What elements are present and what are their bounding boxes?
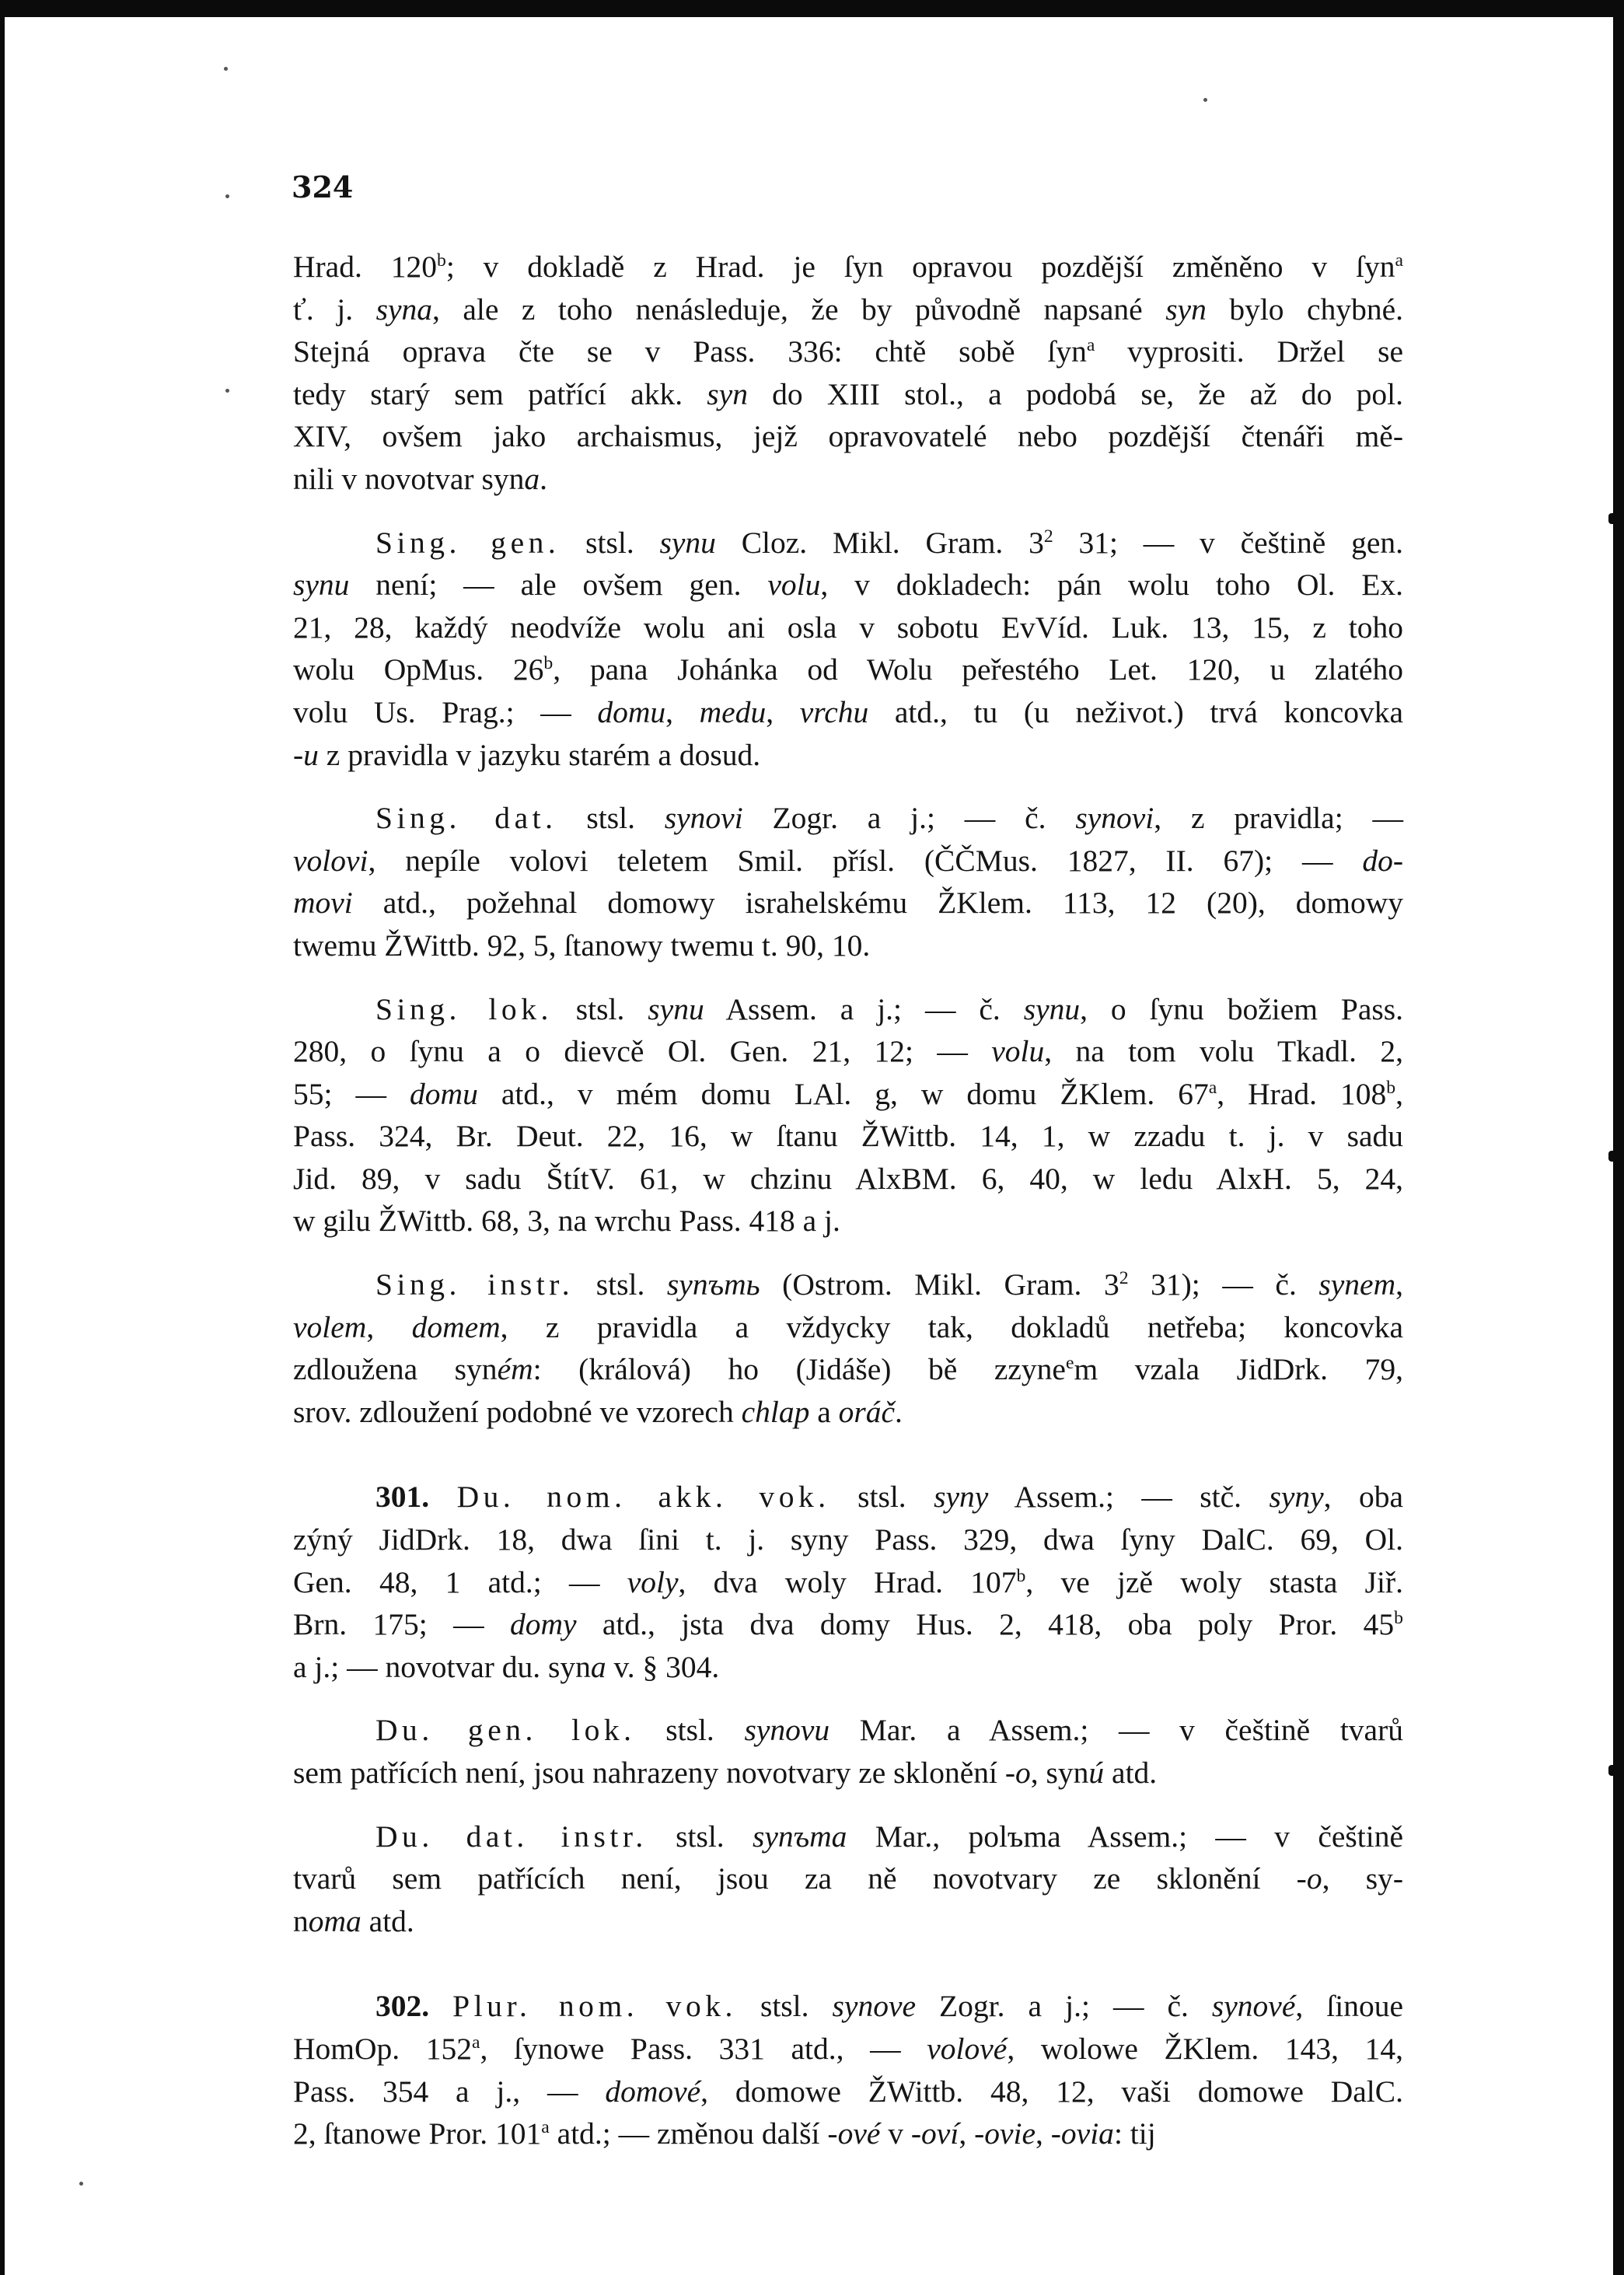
paragraph — [293, 246, 1403, 501]
page-number: 324 — [292, 169, 354, 204]
text-line: Stejná oprava čte se v Pass. 336: chtě sobě ſyn$^a$ vyprositi. Držel se — [293, 334, 1403, 369]
scan-border-right — [1613, 0, 1624, 2275]
text-line: 55; — domu atd., v mém domu LAl. g, w domu ŽKlem. 67$^a$, Hrad. 108$^b$, — [293, 1076, 1403, 1111]
text-line: Sing. gen. stsl. synu Cloz. Mikl. Gram. $3^2$ 31; — v češtině gen. — [375, 525, 1403, 560]
paragraph — [293, 1709, 1403, 1794]
text-line: volovi, nepíle volovi teletem Smil. přísl. (ČČMus. 1827, II. 67); — do- — [293, 843, 1403, 878]
text-line: Pass. 354 a j., — domové, domowe ŽWittb. 48, 12, vaši domowe DalC. — [293, 2074, 1403, 2109]
paragraph — [293, 797, 1403, 966]
text-line: 2, ſtanowe Pror. 101$^a$ atd.; — změnou další -ové v -oví, -ovie, -ovia: tij — [293, 2116, 1156, 2151]
text-line: zýný JidDrk. 18, dwa ſini t. j. syny Pass. 329, dwa ſyny DalC. 69, Ol. — [293, 1522, 1403, 1557]
text-line: twemu ŽWittb. 92, 5, ſtanowy twemu t. 90, 10. — [293, 928, 871, 963]
paragraph — [293, 522, 1403, 777]
paragraph — [293, 1815, 1403, 1943]
text-line: 280, o ſynu a o dievcě Ol. Gen. 21, 12; — volu, na tom volu Tkadl. 2, — [293, 1034, 1403, 1069]
text-line: HomOp. 152$^a$, ſynowe Pass. 331 atd., — volové, wolowe ŽKlem. 143, 14, — [293, 2031, 1403, 2066]
text-line: sem patřících není, jsou nahrazeny novotvary ze sklonění -o, synú atd. — [293, 1756, 1158, 1790]
text-line: 301. Du. nom. akk. vok. stsl. syny Assem.; — stč. syny, oba — [375, 1480, 1403, 1515]
text-line: 302. Plur. nom. vok. stsl. synove Zogr. a j.; — č. synové, ſinoue — [375, 1989, 1404, 2024]
text-line: Hrad. 120$^b$; v dokladě z Hrad. je ſyn opravou pozdější změněno v ſyn$^a$ — [293, 250, 1403, 284]
scan-edge-mark — [1608, 513, 1616, 524]
text-line: synu není; — ale ovšem gen. volu, v dokladech: pán wolu toho Ol. Ex. — [293, 568, 1403, 603]
text-line: nili v novotvar syna. — [293, 461, 547, 496]
text-line: zdloužena syném: (králová) ho (Jidáše) bě zzyne$^e$m vzala JidDrk. 79, — [293, 1352, 1403, 1387]
text-line: noma atd. — [293, 1903, 414, 1938]
scan-speck — [224, 67, 228, 71]
text-line: wolu OpMus. 26$^b$, pana Johánka od Wolu peřestého Let. 120, u zlatého — [293, 652, 1403, 687]
body-text — [293, 246, 1403, 2155]
text-line: XIV, ovšem jako archaismus, jejž opravovatelé nebo pozdější čtenáři mě- — [293, 419, 1403, 454]
text-line: volu Us. Prag.; — domu, medu, vrchu atd., tu (u neživot.) trvá koncovka — [293, 694, 1404, 729]
scan-speck — [225, 389, 229, 393]
scan-speck — [79, 2182, 83, 2186]
text-line: w gilu ŽWittb. 68, 3, na wrchu Pass. 418 a j. — [293, 1204, 840, 1239]
text-line: srov. zdloužení podobné ve vzorech chlap a oráč. — [293, 1394, 903, 1429]
text-line: Pass. 324, Br. Deut. 22, 16, w ſtanu ŽWittb. 14, 1, w zzadu t. j. v sadu — [293, 1119, 1403, 1154]
text-line: Sing. lok. stsl. synu Assem. a j.; — č. synu, o ſynu božiem Pass. — [375, 991, 1404, 1026]
text-line: Brn. 175; — domy atd., jsta dva domy Hus. 2, 418, oba poly Pror. 45$^b$ — [293, 1607, 1403, 1642]
text-line: Sing. instr. stsl. synъmь (Ostrom. Mikl. Gram. $3^2$ 31); — č. synem, — [375, 1267, 1403, 1302]
scan-edge-mark — [1608, 1765, 1616, 1776]
paragraph — [293, 1985, 1403, 2154]
scan-border-top — [0, 0, 1624, 17]
paragraph — [293, 1476, 1403, 1688]
scan-edge-mark — [1608, 1151, 1616, 1162]
text-line: 21, 28, každý neodvíže wolu ani osla v sobotu EvVíd. Luk. 13, 15, z toho — [293, 610, 1403, 645]
paragraph — [293, 1263, 1403, 1433]
text-line: movi atd., požehnal domowy israhelskému ŽKlem. 113, 12 (20), domowy — [293, 886, 1403, 921]
text-line: ť. j. syna, ale z toho nenásleduje, že by původně napsané syn bylo chybné. — [293, 292, 1403, 327]
paragraph — [293, 988, 1403, 1243]
text-line: Gen. 48, 1 atd.; — voly, dva woly Hrad. 107$^b$, ve jzě woly stasta Jiř. — [293, 1564, 1403, 1599]
text-line: tvarů sem patřících není, jsou za ně novotvary ze sklonění -o, sy- — [293, 1861, 1404, 1896]
text-line: Sing. dat. stsl. synovi Zogr. a j.; — č. synovi, z pravidla; — — [375, 801, 1403, 836]
text-line: tedy starý sem patřící akk. syn do XIII stol., a podobá se, že až do pol. — [293, 376, 1403, 411]
scan-speck — [225, 194, 229, 198]
scan-border-left — [0, 0, 5, 2275]
text-line: Du. dat. instr. stsl. synъma Mar., polъma Assem.; — v češtině — [375, 1819, 1403, 1854]
text-line: Du. gen. lok. stsl. synovu Mar. a Assem.; — v češtině tvarů — [375, 1713, 1403, 1748]
text-line: a j.; — novotvar du. syna v. § 304. — [293, 1649, 720, 1684]
text-line: Jid. 89, v sadu ŠtítV. 61, w chzinu AlxBM. 6, 40, w ledu AlxH. 5, 24, — [293, 1161, 1403, 1196]
text-line: -u z pravidla v jazyku starém a dosud. — [293, 737, 761, 772]
scan-speck — [1203, 98, 1207, 102]
text-line: volem, domem, z pravidla a vždycky tak, dokladů netřeba; koncovka — [293, 1309, 1403, 1344]
